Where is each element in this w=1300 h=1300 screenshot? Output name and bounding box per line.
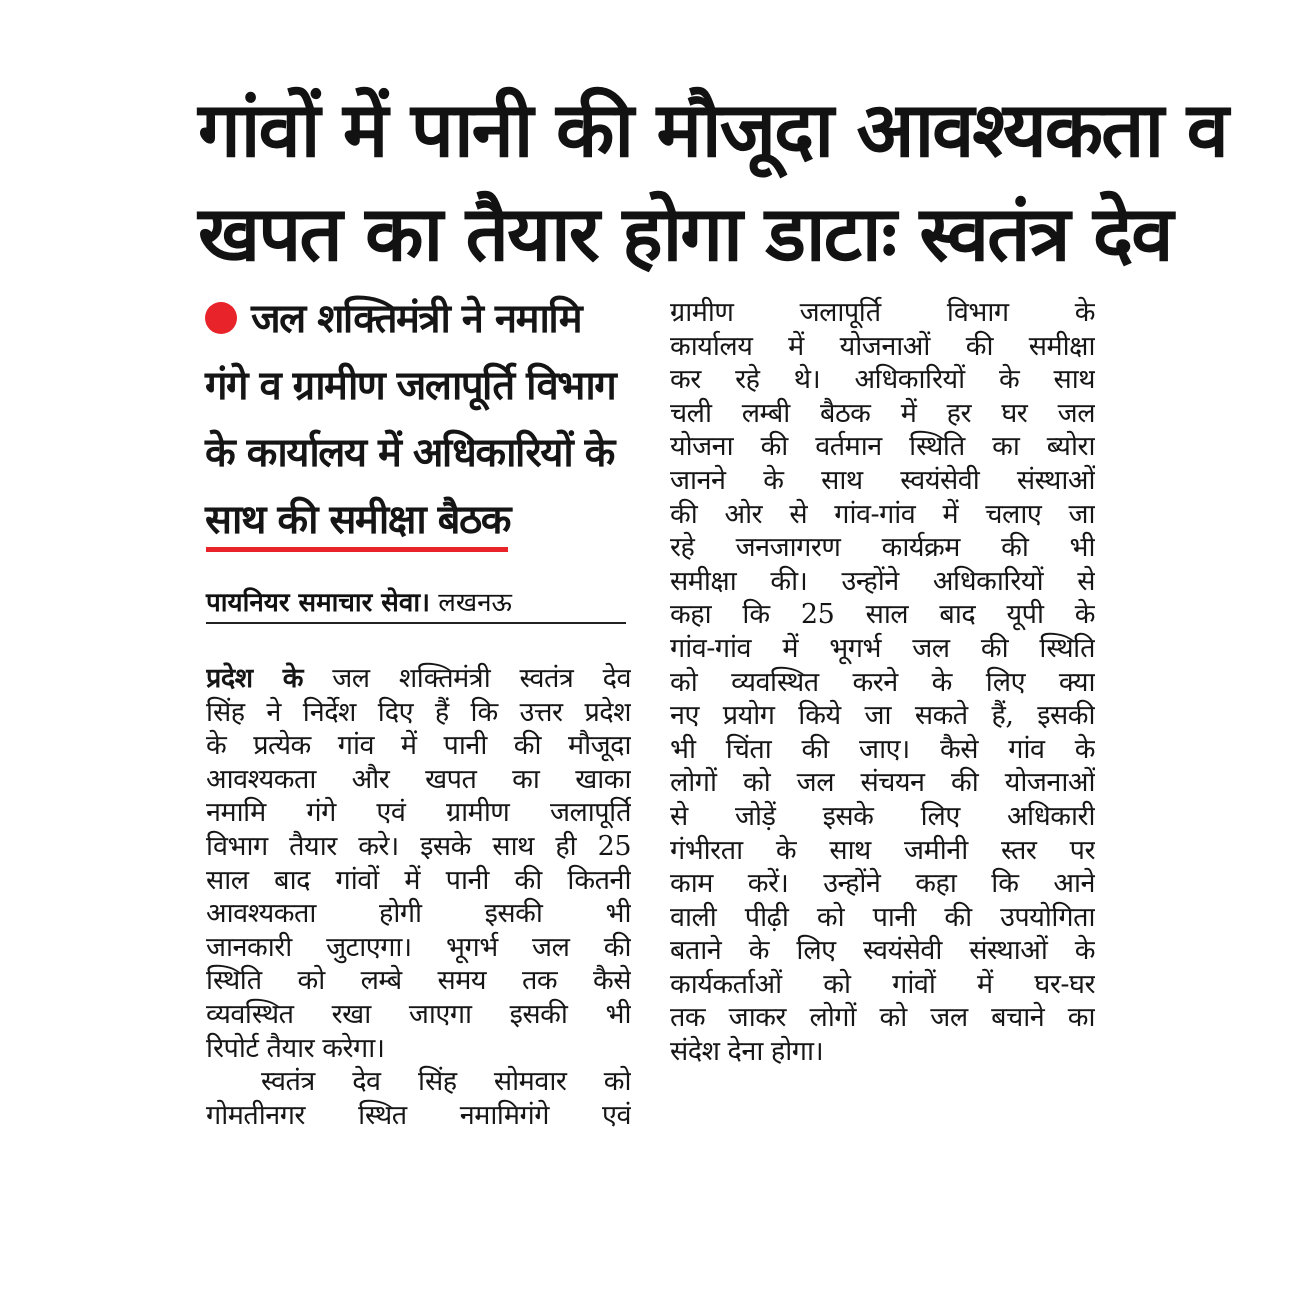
text-line: स्थिति को लम्बे समय तक कैसे [206,965,631,997]
byline-agency: पायनियर समाचार सेवा। [206,588,430,618]
text-line: कार्यालय में योजनाओं की समीक्षा [670,330,1095,362]
article-column-1 [206,662,631,1132]
byline-underline [206,622,626,624]
text-line: जानकारी जुटाएगा। भूगर्भ जल की [206,931,631,963]
red-divider [206,547,508,552]
text-line: स्वतंत्र देव सिंह सोमवार को [261,1066,631,1098]
text-line: सिंह ने निर्देश दिए हैं कि उत्तर प्रदेश [206,696,631,728]
text-line: योजना की वर्तमान स्थिति का ब्योरा [670,431,1095,463]
text-line: तक जाकर लोगों को जल बचाने का [670,1002,1095,1034]
text-line: गोमतीनगर स्थित नमामिगंगे एवं [206,1099,631,1131]
text-line: काम करें। उन्होंने कहा कि आने [670,868,1095,900]
text-line: विभाग तैयार करे। इसके साथ ही 25 [206,830,631,862]
text-line: आवश्यकता और खपत का खाका [206,763,631,795]
text-line: को व्यवस्थित करने के लिए क्या [670,666,1095,698]
text-line: साल बाद गांवों में पानी की कितनी [206,864,631,896]
headline-line-1: गांवों में पानी की मौजूदा आवश्यकता व [198,85,1227,174]
subheadline-text-1: जल शक्तिमंत्री ने नमामि [251,296,582,342]
text-line: नमामि गंगे एवं ग्रामीण जलापूर्ति [206,797,631,829]
text-line: की ओर से गांव-गांव में चलाए जा [670,498,1095,530]
text-line: बताने के लिए स्वयंसेवी संस्थाओं के [670,935,1095,967]
red-bullet-icon [205,302,237,334]
text-line: गांव-गांव में भूगर्भ जल की स्थिति [670,632,1095,664]
text-line: रहे जनजागरण कार्यक्रम की भी [670,532,1095,564]
headline-line-2: खपत का तैयार होगा डाटाः स्वतंत्र देव [198,189,1172,278]
headline [198,78,1227,286]
subheadline-line-3: के कार्यालय में अधिकारियों के [205,430,614,476]
text-line: भी चिंता की जाए। कैसे गांव के [670,733,1095,765]
text-line: वाली पीढ़ी को पानी की उपयोगिता [670,901,1095,933]
text-line: कर रहे थे। अधिकारियों के साथ [670,364,1095,396]
text-line: समीक्षा की। उन्होंने अधिकारियों से [670,565,1095,597]
subheadline [205,286,635,554]
subheadline-line-1 [205,286,635,353]
text-line: से जोड़ें इसके लिए अधिकारी [670,800,1095,832]
subheadline-line-2: गंगे व ग्रामीण जलापूर्ति विभाग [205,363,616,409]
text-line: लोगों को जल संचयन की योजनाओं [670,767,1095,799]
text-line: व्यवस्थित रखा जाएगा इसकी भी [206,998,631,1030]
lead-in: प्रदेश के [206,663,303,694]
text-line: कार्यकर्ताओं को गांवों में घर-घर [670,968,1095,1000]
text-line: प्रदेश के जल शक्तिमंत्री स्वतंत्र देव [206,663,631,694]
article-column-2 [670,296,1095,1069]
text-line: आवश्यकता होगी इसकी भी [206,898,631,930]
byline-place: लखनऊ [438,588,512,618]
text-line: नए प्रयोग किये जा सकते हैं, इसकी [670,700,1095,732]
text-line: चली लम्बी बैठक में हर घर जल [670,397,1095,429]
byline [206,586,626,620]
text-line: संदेश देना होगा। [670,1036,824,1068]
text-line: कहा कि 25 साल बाद यूपी के [670,599,1095,631]
text-line: के प्रत्येक गांव में पानी की मौजूदा [206,730,631,762]
text-line: गंभीरता के साथ जमीनी स्तर पर [670,834,1095,866]
text-line: रिपोर्ट तैयार करेगा। [206,1032,385,1064]
text-line: ग्रामीण जलापूर्ति विभाग के [670,297,1095,328]
text-line: जानने के साथ स्वयंसेवी संस्थाओं [670,464,1095,496]
subheadline-line-4: साथ की समीक्षा बैठक [205,497,510,543]
